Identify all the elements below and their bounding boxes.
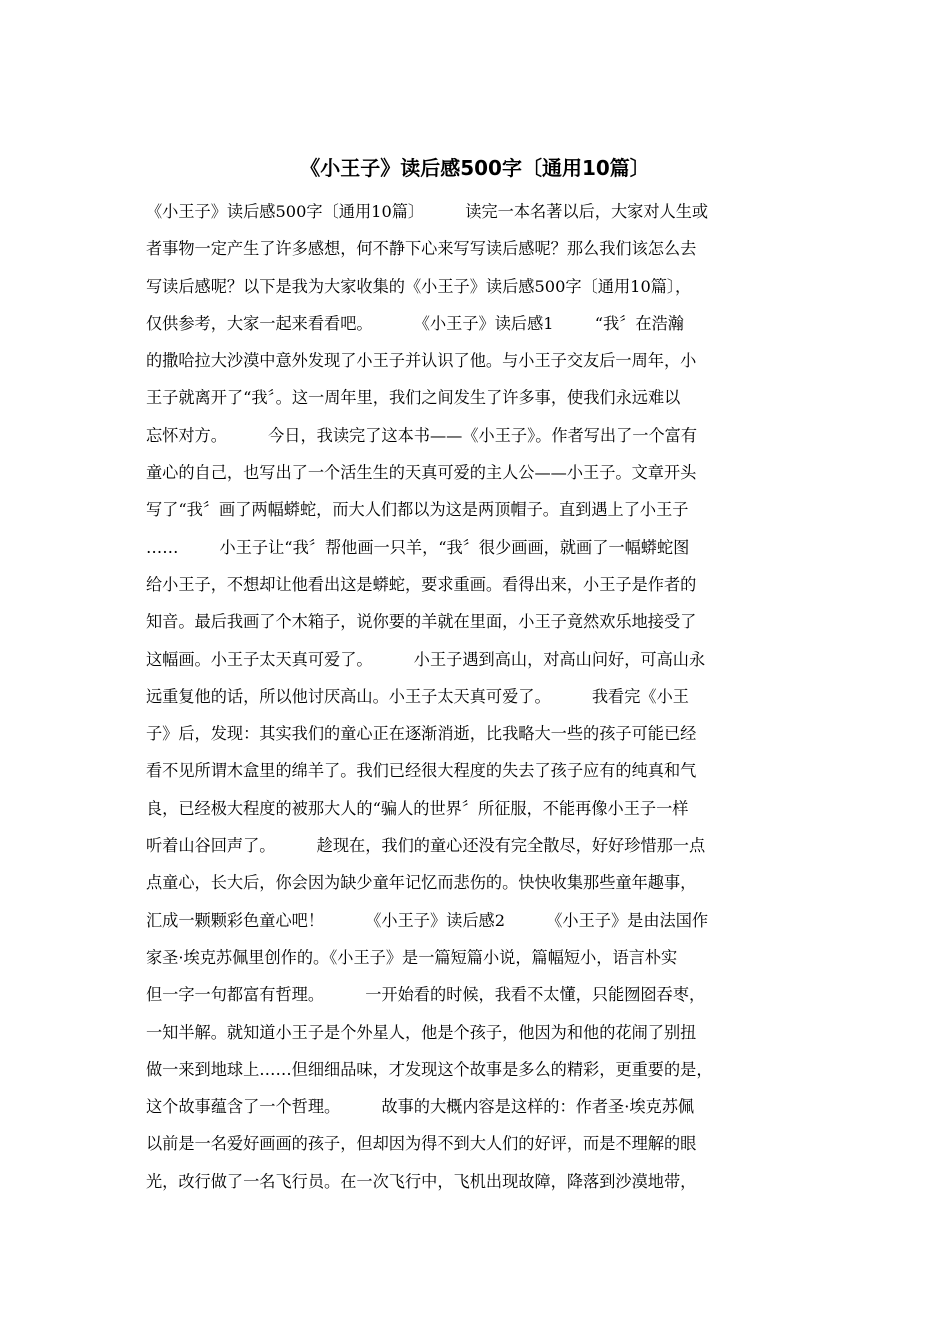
body-line: 这幅画。小王子太天真可爱了。 小王子遇到高山，对高山问好，可高山永 bbox=[146, 649, 706, 669]
body-line: 写了“我〞画了两幅蟒蛇，而大人们都以为这是两顶帽子。直到遇上了小王子 bbox=[146, 500, 689, 520]
body-line: 做一来到地球上……但细细品味，才发现这个故事是多么的精彩，更重要的是， bbox=[146, 1059, 713, 1079]
body-line: 远重复他的话，所以他讨厌高山。小王子太天真可爱了。 我看完《小王 bbox=[146, 686, 689, 706]
body-line: 写读后感呢？以下是我为大家收集的《小王子》读后感500字〔通用10篇〕， bbox=[146, 276, 692, 296]
body-line: 知音。最后我画了个木箱子，说你要的羊就在里面，小王子竟然欢乐地接受了 bbox=[146, 612, 697, 632]
body-line: 这个故事蕴含了一个哲理。 故事的大概内容是这样的：作者圣·埃克苏佩 bbox=[146, 1097, 695, 1117]
body-line: 仅供参考，大家一起来看看吧。 《小王子》读后感1 “我〞在浩瀚 bbox=[146, 313, 684, 333]
body-line: 听着山谷回声了。 趁现在，我们的童心还没有完全散尽，好好珍惜那一点 bbox=[146, 836, 706, 856]
body-line: 光，改行做了一名飞行员。在一次飞行中，飞机出现故障，降落到沙漠地带， bbox=[146, 1171, 697, 1191]
body-line: …… 小王子让“我〞帮他画一只羊，“我〞很少画画，就画了一幅蟒蛇图 bbox=[146, 537, 690, 557]
body-line: 王子就离开了“我〞。这一周年里，我们之间发生了许多事，使我们永远难以 bbox=[146, 388, 681, 408]
document-title: 《小王子》读后感500字〔通用10篇〕 bbox=[300, 156, 650, 180]
body-line: 以前是一名爱好画画的孩子，但却因为得不到大人们的好评，而是不理解的眼 bbox=[146, 1134, 697, 1154]
body-line: 忘怀对方。 今日，我读完了这本书——《小王子》。作者写出了一个富有 bbox=[146, 425, 698, 445]
body-line: 点童心，长大后，你会因为缺少童年记忆而悲伤的。快快收集那些童年趣事， bbox=[146, 873, 697, 893]
body-line: 子》后，发现：其实我们的童心正在逐渐消逝，比我略大一些的孩子可能已经 bbox=[146, 724, 697, 744]
body-line: 的撒哈拉大沙漠中意外发现了小王子并认识了他。与小王子交友后一周年，小 bbox=[146, 351, 697, 371]
body-line: 一知半解。就知道小王子是个外星人，他是个孩子，他因为和他的花闹了别扭 bbox=[146, 1022, 697, 1042]
body-line: 但一字一句都富有哲理。 一开始看的时候，我看不太懂，只能囫囵吞枣， bbox=[146, 985, 706, 1005]
document-body bbox=[146, 198, 808, 1205]
body-line: 看不见所谓木盒里的绵羊了。我们已经很大程度的失去了孩子应有的纯真和气 bbox=[146, 761, 697, 781]
body-line: 童心的自己，也写出了一个活生生的天真可爱的主人公——小王子。文章开头 bbox=[146, 463, 697, 483]
body-line: 汇成一颗颗彩色童心吧！ 《小王子》读后感2 《小王子》是由法国作 bbox=[146, 910, 709, 930]
body-line: 《小王子》读后感500字〔通用10篇〕 读完一本名著以后，大家对人生或 bbox=[146, 202, 709, 221]
body-line: 良，已经极大程度的被那大人的“骗人的世界〞所征服，不能再像小王子一样 bbox=[146, 798, 689, 818]
body-line: 者事物一定产生了许多感想，何不静下心来写写读后感呢？那么我们该怎么去 bbox=[146, 239, 697, 259]
body-line: 家圣·埃克苏佩里创作的。《小王子》是一篇短篇小说，篇幅短小，语言朴实 bbox=[146, 947, 678, 967]
body-line: 给小王子，不想却让他看出这是蟒蛇，要求重画。看得出来，小王子是作者的 bbox=[146, 574, 697, 594]
